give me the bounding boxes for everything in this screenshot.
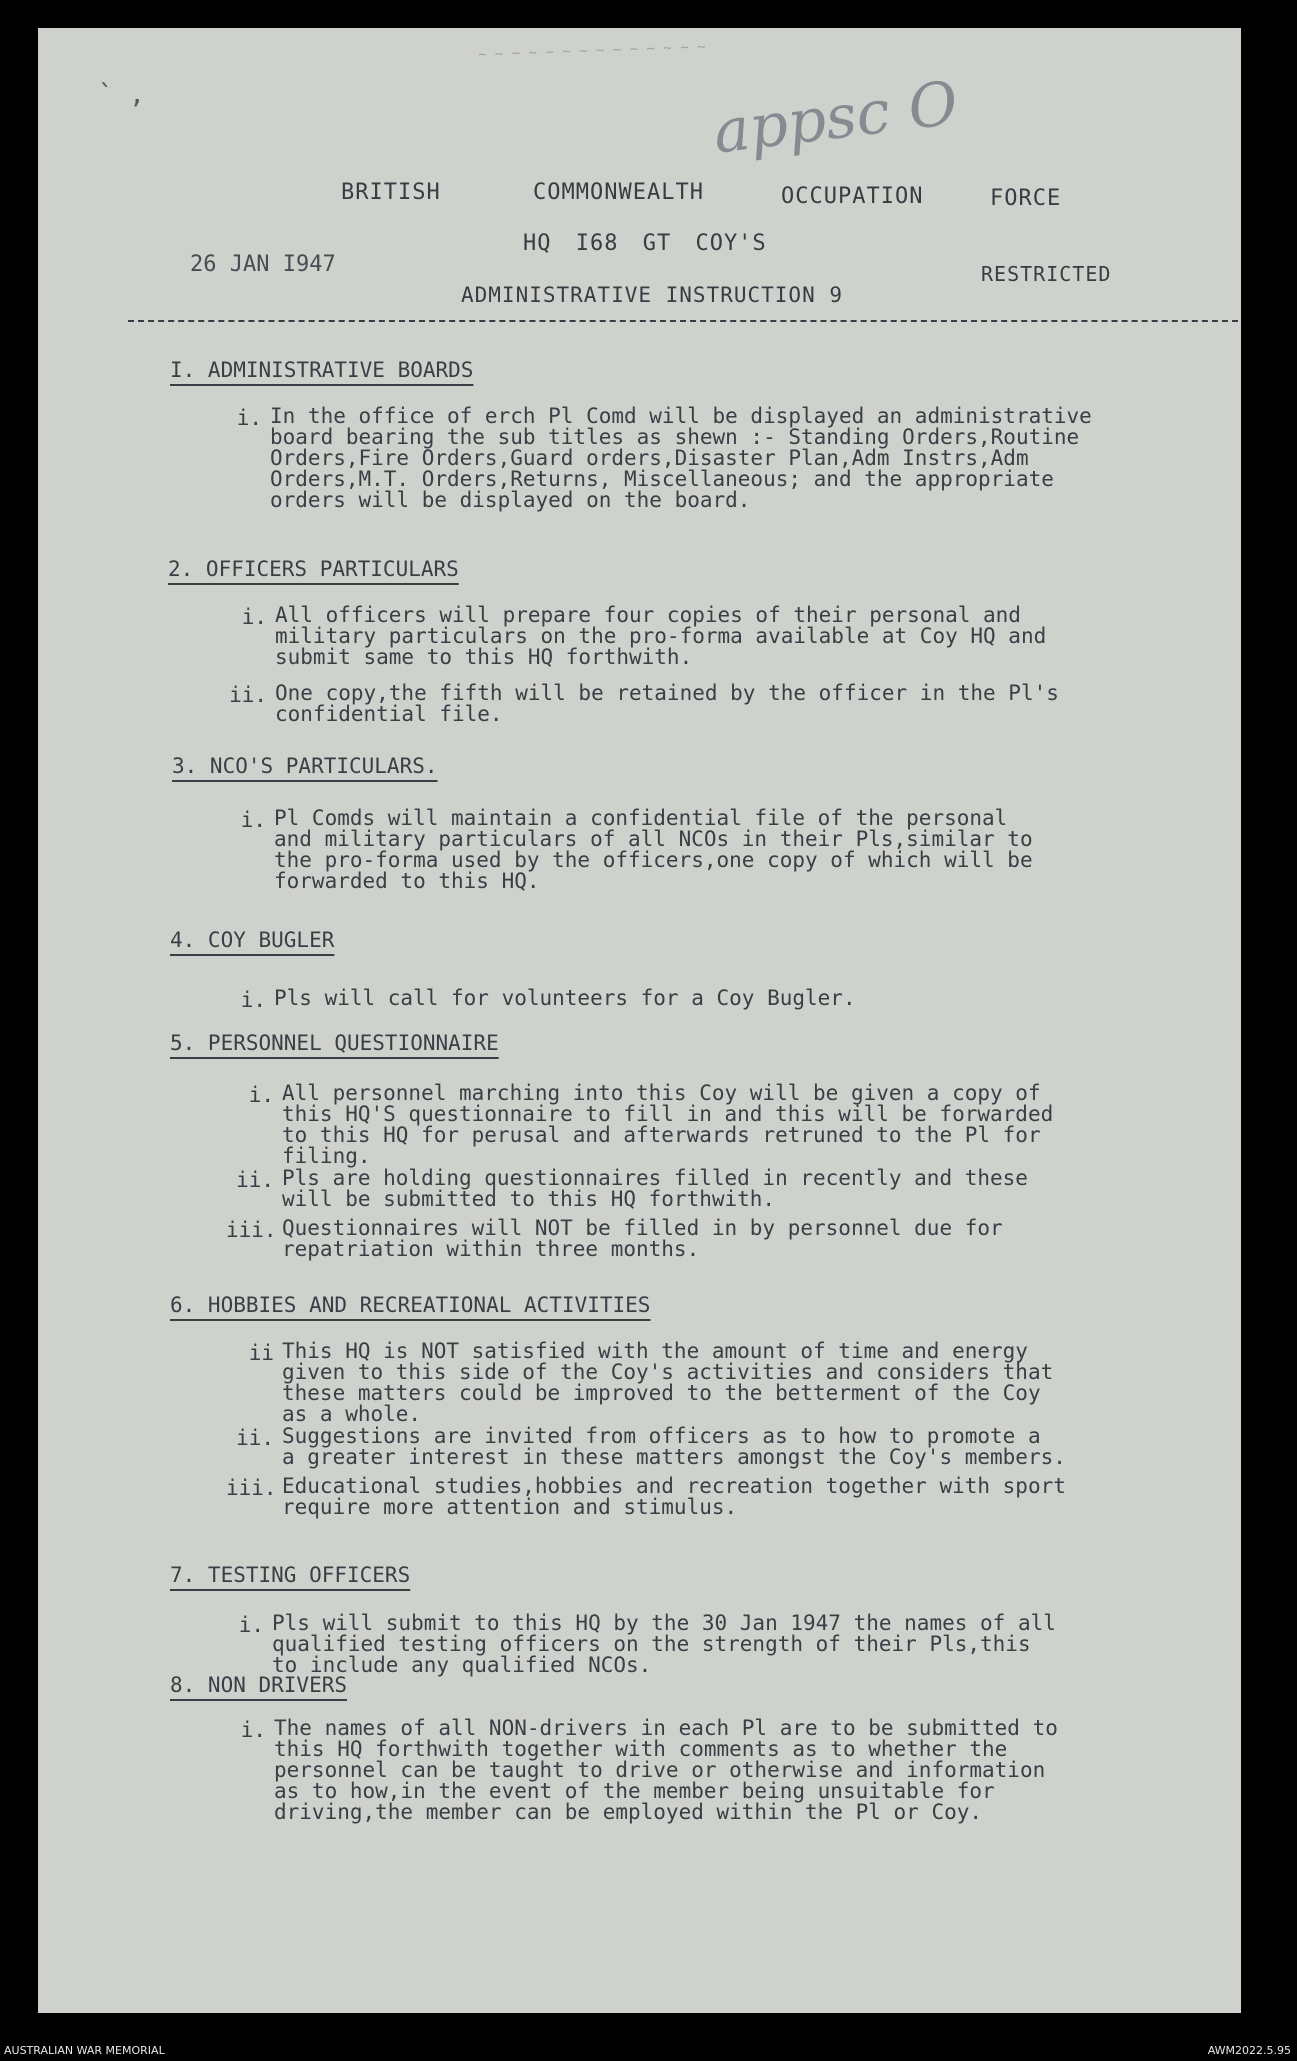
item-number: ii — [248, 1341, 274, 1365]
item-number: i. — [238, 1613, 264, 1637]
header-divider — [128, 320, 1238, 322]
item-text: The names of all NON-drivers in each Pl are to be submitted to this HQ forthwith together with comments as to whether the personnel can be taught to drive or otherwise and information as to how,in the event of the member being unsuitable for driving,the member can be employed within the Pl or Coy. — [274, 1716, 1058, 1824]
item-number: ii. — [236, 1426, 274, 1450]
item-number: iii. — [226, 1476, 277, 1500]
item-number: ii. — [236, 1168, 274, 1192]
faint-stamp-marks: ~ ~ ~ ~ ~ ~ ~ ~ ~ ~ ~ ~ ~ ~ — [477, 39, 706, 63]
section-heading: 6. HOBBIES AND RECREATIONAL ACTIVITIES — [170, 1293, 651, 1317]
section-heading: 8. NON DRIVERS — [170, 1673, 348, 1697]
item-number: i. — [241, 605, 267, 629]
item-text: This HQ is NOT satisfied with the amount of time and energy given to this side of the Coy's activities and considers that these matters could be improved to the betterment of the Coy as a whole. — [282, 1339, 1054, 1426]
document-date: 26 JAN I947 — [190, 252, 336, 277]
section-item — [248, 1081, 1054, 1168]
document-page — [38, 28, 1241, 2013]
item-text: In the office of erch Pl Comd will be displayed an administrative board bearing the sub titles as shewn :- Standing Orders,Routine Orders,Fire Orders,Guard orders,Disaster Plan,Adm Instrs,Adm Orders,M.T. Orders,Returns, Miscellaneous; and the appropriate orders will be displayed on the board. — [270, 404, 1092, 512]
item-text: All personnel marching into this Coy will be given a copy of this HQ'S questionnaire to fill in and this will be forwarded to this HQ for perusal and afterwards retruned to the Pl for filing. — [282, 1081, 1054, 1168]
item-text: All officers will prepare four copies of their personal and military particulars on the pro-forma available at Coy HQ and submit same to this HQ forthwith. — [275, 603, 1047, 669]
document-title: ADMINISTRATIVE INSTRUCTION 9 — [461, 283, 844, 307]
item-number: i. — [236, 406, 262, 430]
section-heading: 7. TESTING OFFICERS — [170, 1563, 411, 1587]
section-item — [240, 986, 856, 1012]
header-word-force: FORCE — [990, 186, 1062, 211]
section-heading: I. ADMINISTRATIVE BOARDS — [170, 358, 474, 382]
header-word-occupation: OCCUPATION — [781, 184, 924, 209]
section-heading: 5. PERSONNEL QUESTIONNAIRE — [170, 1031, 499, 1055]
header-word-commonwealth: COMMONWEALTH — [533, 180, 704, 205]
section-item — [240, 1716, 1058, 1824]
classification-marking: RESTRICTED — [981, 262, 1112, 286]
item-number: i. — [240, 1718, 266, 1742]
section-item — [248, 1339, 1054, 1426]
section-item — [241, 603, 1047, 669]
section-item — [238, 1611, 1056, 1677]
item-number: iii. — [226, 1218, 277, 1242]
section-item — [236, 404, 1092, 512]
section-heading: 3. NCO'S PARTICULARS. — [172, 754, 438, 778]
item-text: Pls will call for volunteers for a Coy Bugler. — [274, 986, 856, 1010]
archive-credit: AUSTRALIAN WAR MEMORIAL — [4, 2044, 165, 2057]
section-item — [226, 1474, 1066, 1519]
item-text: One copy,the fifth will be retained by the officer in the Pl's confidential file. — [275, 681, 1059, 726]
item-text: Questionnaires will NOT be filled in by personnel due for repatriation within three months. — [282, 1216, 1003, 1261]
item-text: Pls will submit to this HQ by the 30 Jan 1947 the names of all qualified testing officers on the strength of their Pls,this to include any qualified NCOs. — [272, 1611, 1056, 1677]
item-text: Educational studies,hobbies and recreation together with sport require more attention and stimulus. — [282, 1474, 1066, 1519]
unit-name: HQ I68 GT COY'S — [523, 231, 767, 256]
handwritten-annotation: appsc O — [709, 68, 962, 168]
section-item — [229, 681, 1059, 726]
item-text: Pls are holding questionnaires filled in recently and these will be submitted to this HQ forthwith. — [282, 1166, 1028, 1211]
section-item — [240, 806, 1033, 893]
header-word-british: BRITISH — [341, 180, 441, 205]
section-item — [236, 1166, 1028, 1211]
item-text: Suggestions are invited from officers as to how to promote a a greater interest in these matters amongst the Coy's members. — [282, 1424, 1066, 1469]
item-number: i. — [240, 988, 266, 1012]
section-heading: 2. OFFICERS PARTICULARS — [168, 557, 459, 581]
section-item — [226, 1216, 1003, 1261]
section-heading: 4. COY BUGLER — [170, 928, 335, 952]
item-number: i. — [248, 1083, 274, 1107]
archive-reference: AWM2022.5.95 — [1207, 2044, 1291, 2057]
item-number: ii. — [229, 683, 267, 707]
item-number: i. — [240, 808, 266, 832]
section-item — [236, 1424, 1066, 1469]
item-text: Pl Comds will maintain a confidential file of the personal and military particulars of all NCOs in their Pls,similar to the pro-forma used by the officers,one copy of which will be forwarded to this HQ. — [274, 806, 1033, 893]
punch-hole-marks: ` , — [98, 80, 145, 110]
